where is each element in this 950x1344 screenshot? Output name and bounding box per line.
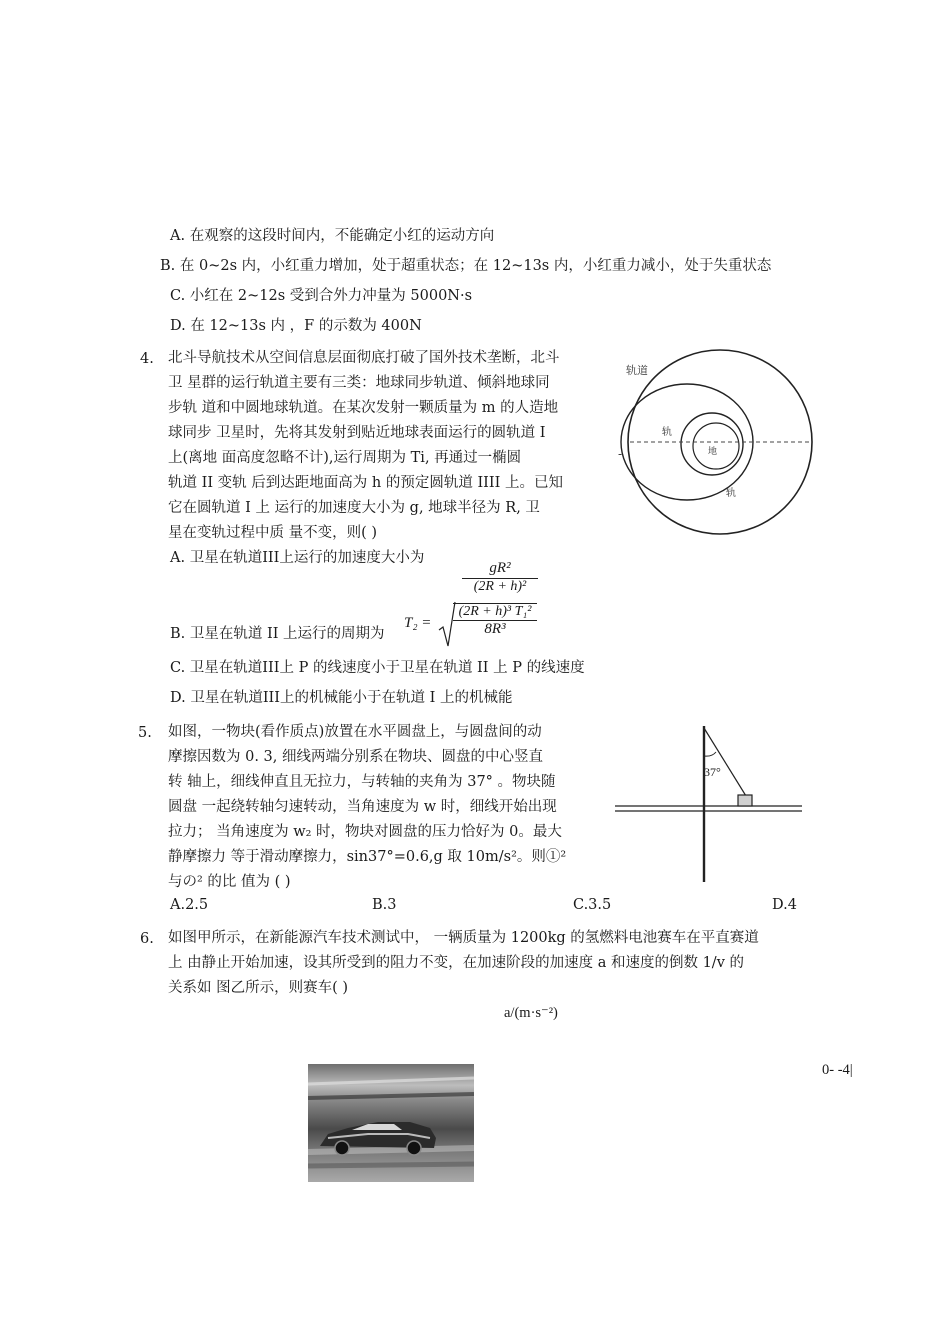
- q6-stem-line: 上 由静止开始加速，设其所受到的阻力不变，在加速阶段的加速度 a 和速度的倒数 1/v 的: [168, 955, 744, 971]
- turntable-diagram: [612, 722, 804, 884]
- label-earth: 地: [708, 447, 718, 457]
- q4-option-a: A. 卫星在轨道III上运行的加速度大小为: [170, 550, 425, 566]
- q4-option-d: D. 卫星在轨道III上的机械能小于在轨道 I 上的机械能: [170, 690, 513, 706]
- q4-stem-line: 北斗导航技术从空间信息层面彻底打破了国外技术垄断，北斗: [168, 350, 560, 366]
- q4-stem-line: 轨道 II 变轨 后到达距地面高为 h 的预定圆轨道 IIII 上。已知: [168, 475, 563, 491]
- race-car-photo: [308, 1064, 474, 1182]
- q5-number: 5.: [138, 725, 152, 741]
- q5-stem-line: 与の² 的比 值为 ( ): [168, 874, 291, 890]
- q6-number: 6.: [140, 931, 154, 947]
- q4-number: 4.: [140, 351, 154, 367]
- q5-stem-line: 如图，一物块(看作质点)放置在水平圆盘上，与圆盘间的动: [168, 724, 542, 740]
- race-car-image: [308, 1064, 474, 1182]
- q4-stem-line: 卫 星群的运行轨道主要有三类：地球同步轨道、倾斜地球同: [168, 375, 550, 391]
- car-wheel-rear: [407, 1141, 421, 1155]
- q5-stem-line: 拉力； 当角速度为 w₂ 时，物块对圆盘的压力恰好为 0。最大: [168, 824, 562, 840]
- formula-a: [462, 560, 538, 595]
- q5-stem-line: 转 轴上，细线伸直且无拉力，与转轴的夹角为 37° 。物块随: [168, 774, 556, 790]
- q5-choice-a: A.2.5: [170, 897, 209, 913]
- angle-arc: [704, 752, 716, 756]
- q3-option-a: A. 在观察的这段时间内，不能确定小红的运动方向: [170, 228, 495, 244]
- formula-a-denominator: (2R + h)²: [473, 579, 527, 594]
- angle-label: 37°: [704, 765, 721, 779]
- q6-corner-text: 0- -4|: [822, 1062, 853, 1078]
- q5-stem-line: 静摩擦力 等于滑动摩擦力，sin37°=0.6,g 取 10m/s²。则①²: [168, 849, 567, 865]
- q6-stem: [168, 926, 828, 1001]
- formula-b: [453, 603, 537, 638]
- q4-stem-line: 星在变轨过程中质 量不变，则( ): [168, 525, 378, 541]
- formula-a-numerator: gR²: [462, 560, 538, 579]
- formula-b-lhs: T₂ =: [404, 615, 432, 631]
- block: [738, 795, 752, 806]
- q3-option-d: D. 在 12~13s 内 ，F 的示数为 400N: [170, 318, 422, 334]
- q5-choice-c: C.3.5: [573, 897, 612, 913]
- q3-option-c: C. 小红在 2~12s 受到合外力冲量为 5000N·s: [170, 288, 473, 304]
- q4-option-b: B. 卫星在轨道 II 上运行的周期为: [170, 626, 385, 642]
- q4-option-c: C. 卫星在轨道III上 P 的线速度小于卫星在轨道 II 上 P 的线速度: [170, 660, 585, 676]
- q4-stem: [168, 346, 608, 546]
- q5-stem-line: 圆盘 一起绕转轴匀速转动，当角速度为 w 时，细线开始出现: [168, 799, 557, 815]
- q4-stem-line: 它在圆轨道 I 上 运行的加速度大小为 g, 地球半径为 R, 卫: [168, 500, 540, 516]
- q5-stem: [168, 720, 608, 895]
- q5-choice-d: D.4: [772, 897, 797, 913]
- car-wheel-front: [335, 1141, 349, 1155]
- label-orbit-lower: 轨: [726, 488, 736, 499]
- label-orbit-middle: 轨: [662, 427, 672, 438]
- formula-b-numerator: (2R + h)³ T₁²: [453, 604, 537, 621]
- earth-circle: [693, 423, 739, 469]
- q6-stem-line: 如图甲所示，在新能源汽车技术测试中， 一辆质量为 1200kg 的氢燃料电池赛车在平直赛道: [168, 930, 759, 946]
- label-orbit-outer: 轨道: [626, 364, 648, 377]
- q3-option-b: B. 在 0~2s 内，小红重力增加，处于超重状态；在 12~13s 内，小红重力减小，处于失重状态: [160, 258, 772, 274]
- q4-stem-line: 球同步 卫星时，先将其发射到贴近地球表面运行的圆轨道 I: [168, 425, 546, 441]
- q4-stem-line: 上(离地 面高度忽略不计),运行周期为 Ti, 再通过一椭圆: [168, 450, 522, 466]
- string-line: [704, 728, 746, 796]
- q5-choice-b: B.3: [372, 897, 397, 913]
- q6-axis-label: a/(m·s⁻²): [504, 1005, 558, 1021]
- formula-b-denominator: 8R³: [484, 621, 506, 637]
- q4-stem-line: 步轨 道和中圆地球轨道。在某次发射一颗质量为 m 的人造地: [168, 400, 559, 416]
- orbit-diagram: [612, 348, 822, 538]
- orbit-i-circle: [681, 413, 743, 475]
- q6-stem-line: 关系如 图乙所示，则赛车( ): [168, 980, 349, 996]
- q5-stem-line: 摩擦因数为 0. 3, 细线两端分别系在物块、圆盘的中心竖直: [168, 749, 543, 765]
- label-left-mark: -: [618, 447, 623, 461]
